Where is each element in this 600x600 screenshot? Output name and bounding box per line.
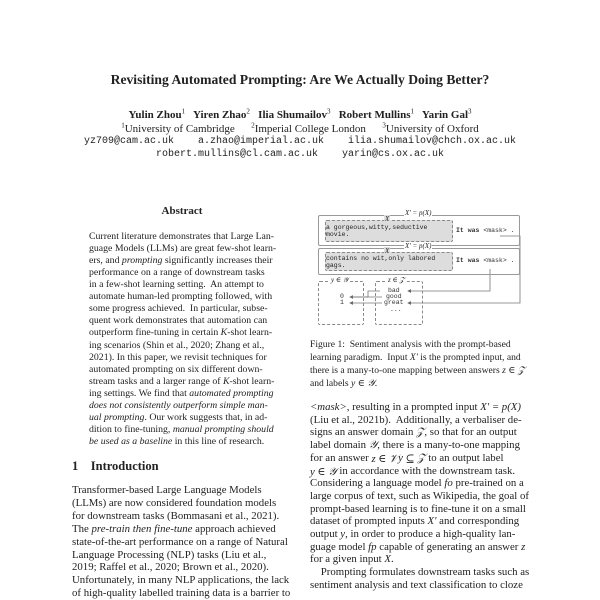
italic-text: 𝒵 (417, 451, 426, 464)
italic-text: X' = p(X) (480, 401, 521, 413)
text: output (310, 528, 341, 540)
text-line (72, 549, 292, 561)
text: (Liu et al., 2021b). Additionally, a verbaliser de- (310, 413, 522, 426)
text-line (310, 515, 530, 527)
text-line (89, 436, 275, 447)
text-line (72, 497, 292, 509)
text-line (89, 400, 275, 411)
text: large corpus of text, such as Wikipedia, the goal of (310, 489, 529, 502)
text: ⊆ (402, 452, 418, 465)
italic-text: K (220, 327, 228, 339)
figure-1 (310, 205, 535, 330)
italic-text: be used as a baseline (89, 436, 173, 448)
text-line (310, 477, 530, 489)
prompt-label: X' = p(X) (405, 242, 432, 250)
italic-text: automated prompting (189, 387, 274, 399)
italic-text: y (340, 528, 346, 540)
text-line (310, 553, 530, 565)
italic-text: f (444, 477, 448, 490)
text: in accordance with the downstream task. (336, 464, 516, 477)
text: dition to fine-tuning, (89, 423, 173, 435)
email: yarin@cs.ox.ac.uk (342, 149, 445, 160)
label-domain-label: y ∈ 𝒴 (331, 276, 349, 284)
italic-text: z ∈ 𝒱 (371, 452, 399, 465)
text-line (89, 255, 275, 266)
text: Prompting formulates downstream tasks such as (310, 566, 530, 579)
text: and corresponding (436, 515, 520, 528)
italic-text: p (371, 540, 377, 553)
email: a.zhao@imperial.ac.uk (197, 136, 324, 147)
text: for downstream tasks (Bommasani et al., 2021). (72, 509, 280, 522)
text: Transformer-based Large Language Models (72, 484, 262, 496)
text: in this line of research. (172, 436, 265, 448)
text-line (72, 484, 292, 496)
affiliations (0, 121, 600, 135)
text: , resulting in a prompted input (346, 401, 481, 413)
text: approach achieved (192, 522, 276, 535)
answer-item: great (384, 299, 404, 306)
text: stream tasks and a larger range of (89, 375, 223, 387)
input-label: X (385, 215, 390, 223)
text: sentiment analysis and text classification to cloze (310, 578, 523, 591)
text-line (310, 339, 530, 350)
template: It was <mask> . (456, 227, 515, 234)
italic-text: y ∈ 𝒴 (310, 465, 337, 478)
text: for an answer (310, 451, 372, 464)
text: . (390, 553, 394, 566)
text: some progress achieved. In particular, subse- (89, 303, 268, 315)
text-line (89, 279, 275, 290)
author-list (0, 107, 600, 121)
text: state-of-the-art performance on a range of Natural (72, 535, 288, 548)
italic-text: X' (427, 515, 437, 528)
text-line (310, 579, 530, 591)
text-line (310, 401, 530, 413)
author: Yarin Gal$^3$ (421, 107, 472, 121)
text-line (310, 365, 530, 376)
text: ing scenarios (Shin et al., 2020; Zhang et al., (89, 339, 265, 351)
text: guage model (310, 540, 369, 553)
prompt-label: X' = p(X) (405, 209, 432, 217)
italic-text: 𝒴 (368, 439, 378, 452)
text: Figure 1: Sentiment analysis with the prompt-based (310, 339, 511, 350)
text: , in order to produce a high-quality lan- (345, 528, 516, 540)
italic-text: z (521, 540, 526, 553)
affiliation: $^3$University of Oxford (382, 121, 479, 135)
text-line (72, 574, 292, 586)
italic-text: X (384, 553, 391, 566)
text-line (89, 327, 275, 338)
text-line (89, 364, 275, 375)
text: -shot learn- (229, 375, 275, 387)
text: prompt-based learning is to fine-tune it on a small (310, 502, 526, 515)
email-row (0, 136, 600, 147)
email: robert.mullins@cl.cam.ac.uk (155, 149, 318, 160)
text: . Our work suggests that, in ad- (144, 411, 268, 423)
italic-text: 𝒵 (416, 426, 425, 439)
text: 2021). In this paper, we revisit techniques for (89, 351, 267, 363)
italic-text: ual prompting (89, 411, 145, 423)
text-line (72, 536, 292, 548)
text-line (89, 376, 275, 387)
author: Yiren Zhao$^2$ (192, 107, 250, 121)
text-line (89, 424, 275, 435)
italic-text: X' (409, 352, 418, 363)
text-line (72, 523, 292, 535)
text: capable of generating an answer (376, 540, 522, 553)
answer-item: bad (388, 287, 400, 294)
text-line (89, 243, 275, 254)
text: there is a many-to-one mapping between answers (310, 365, 503, 376)
author: Robert Mullins$^1$ (338, 107, 415, 121)
text: , so that for an output (424, 426, 517, 439)
text-line (89, 291, 275, 302)
text: 2019; Raffel et al., 2020; Brown et al., 2020). (72, 561, 269, 574)
text: label domain (310, 439, 369, 452)
text-line (72, 561, 292, 573)
text: and labels (310, 378, 352, 389)
input-box: a gorgeous,witty,seductive movie. (325, 220, 453, 242)
text: ers, and (89, 255, 122, 267)
affiliation: $^2$Imperial College London (251, 121, 366, 135)
italic-text: y (398, 451, 403, 464)
text: automate human-led prompting followed, with (89, 291, 273, 303)
email-row (0, 149, 600, 160)
text: dataset of prompted inputs (310, 515, 428, 528)
text-line (310, 378, 530, 389)
italic-text: prompting (121, 255, 163, 267)
answer-item: good (386, 293, 402, 300)
text: is the prompted input, and (417, 352, 521, 363)
email: yz709@cam.ac.uk (83, 136, 174, 147)
author: Yulin Zhou$^1$ (128, 107, 186, 121)
text: significantly increases their (162, 255, 273, 267)
text-line (310, 414, 530, 426)
text-line (310, 490, 530, 502)
text-line (89, 315, 275, 326)
text-line (89, 388, 275, 399)
affiliation: $^1$University of Cambridge (121, 121, 235, 135)
section-heading-introduction: 1 Introduction (72, 459, 159, 473)
text: learning paradigm. Input (310, 352, 410, 363)
text: for a given input (310, 553, 385, 566)
text-line (89, 267, 275, 278)
text: pre-trained on a (452, 477, 524, 490)
text: (LLMs) are now considered foundation models (72, 496, 277, 509)
text: . (374, 378, 378, 389)
text-line (310, 528, 530, 540)
italic-text: K (222, 375, 230, 387)
text-line (310, 503, 530, 515)
italic-text: <mask> (310, 401, 347, 413)
text: Language Processing (NLP) tasks (Liu et al., (72, 548, 267, 561)
text: performance on a range of downstream tasks (89, 267, 265, 279)
text: The (72, 522, 92, 535)
input-label: X (385, 247, 390, 255)
text-line (89, 352, 275, 363)
text: ing settings. We find that (89, 387, 190, 399)
template: It was <mask> . (456, 257, 515, 264)
text: automated prompting on six different down- (89, 363, 263, 375)
italic-text: f (368, 540, 372, 553)
italic-text: does not consistently outperform simple man- (89, 399, 268, 411)
text: Considering a language model (310, 477, 445, 490)
text-line (310, 426, 530, 439)
text: of high-quality labelled training data is a barrier to (72, 587, 291, 600)
text: , there is a many-to-one mapping (377, 439, 520, 452)
text-line (310, 566, 530, 578)
text-line (72, 587, 292, 599)
italic-text: z ∈ 𝒵 (502, 365, 526, 376)
abstract-heading: Abstract (161, 205, 203, 217)
text: to an output label (425, 451, 504, 464)
text: guage Models (LLMs) are great few-shot learn- (89, 243, 277, 255)
answer-domain-label: z ∈ 𝒵 (388, 276, 405, 284)
text-line (89, 412, 275, 423)
answer-item: ... (390, 306, 402, 313)
text-line (89, 340, 275, 351)
text-line (72, 510, 292, 522)
text: quent work demonstrates that automation can (89, 315, 268, 327)
text-line (310, 541, 530, 553)
text: Unfortunately, in many NLP applications, the lack (72, 574, 290, 587)
text-line (89, 303, 275, 314)
label-item: 1 (340, 299, 344, 306)
author: Ilia Shumailov$^3$ (258, 107, 331, 121)
text-line (310, 439, 530, 452)
text-line (310, 352, 530, 363)
italic-text: y ∈ 𝒴 (351, 378, 375, 389)
italic-text: o (447, 477, 453, 490)
paper-title: Revisiting Automated Prompting: Are We Actually Doing Better? (110, 72, 490, 87)
text: in a few-shot learning setting. An attempt to (89, 279, 264, 291)
text-line (89, 231, 275, 242)
text: Current literature demonstrates that Large Lan- (89, 231, 275, 242)
text: signs an answer domain (310, 426, 417, 439)
email: ilia.shumailov@chch.ox.ac.uk (348, 136, 517, 147)
input-box: contains no wit,only labored gags. (325, 252, 453, 271)
italic-text: pre-train then fine-tune (91, 522, 193, 535)
italic-text: manual prompting should (172, 423, 274, 435)
label-item: 0 (340, 293, 344, 300)
text: outperform fine-tuning in certain (89, 327, 221, 339)
text: -shot learn- (227, 327, 273, 339)
